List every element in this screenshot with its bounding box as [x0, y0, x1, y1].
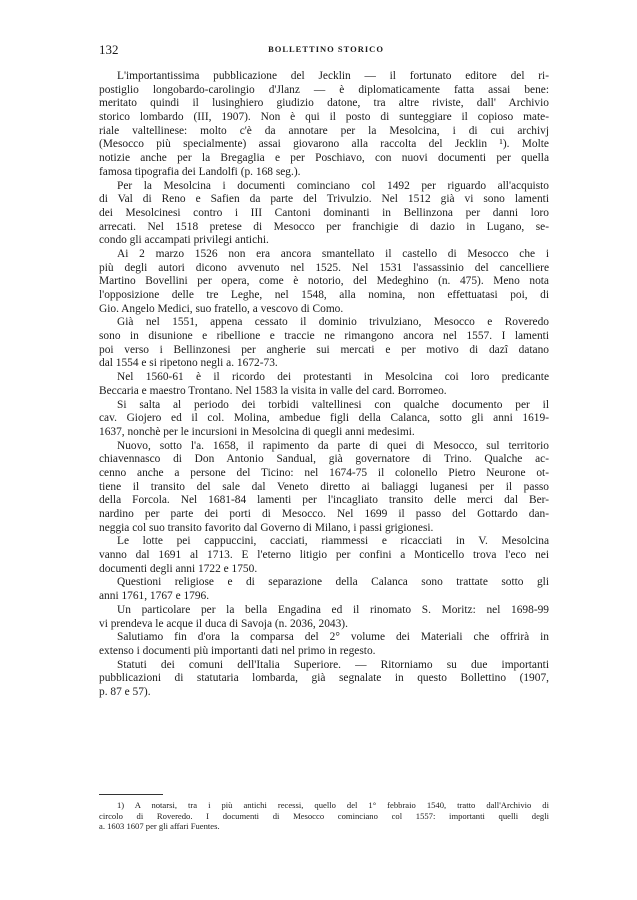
text-line: l'opposizione delle tre Leghe, nel 1548, alla nomina, non effettuatasi poi, di	[99, 289, 549, 301]
text-line: 1637, nonchè per le incursioni in Mesolcina di quegli anni medesimi.	[99, 425, 415, 438]
text-line: anni 1761, 1767 e 1796.	[99, 590, 210, 603]
text-line: vi prendeva le acque il duca di Savoja (n. 2036, 2043).	[99, 617, 348, 630]
text-line: documenti degli anni 1722 e 1750.	[99, 562, 258, 575]
text-line: cav. Giojero ed il col. Molina, ambedue figli della Calanca, sotto gli anni 1619-	[99, 412, 549, 425]
text-line: Un particolare per la bella Engadina ed il rinomato S. Moritz: nel 1698-99	[117, 603, 549, 616]
text-line: Martino Bovellini per opera, come è notorio, del Medeghino (n. 475). Meno nota	[99, 275, 549, 288]
text-line: Per la Mesolcina i documenti cominciano col 1492 per riguardo all'acquisto	[117, 179, 549, 192]
paragraph	[99, 399, 549, 440]
paragraph	[99, 604, 549, 631]
paragraph	[99, 576, 549, 603]
page-number: 132	[99, 42, 119, 57]
text-line: postiglio longobardo-carolingio d'Jlanz — è diplomaticamente fatta assai bene:	[99, 83, 549, 96]
text-line: neggia col suo transito favorito dal Governo di Milano, i passi grigionesi.	[99, 521, 434, 534]
paragraph	[99, 440, 549, 536]
text-line: Gio. Angelo Medici, suo fratello, a vescovo di Como.	[99, 302, 344, 315]
text-line: famosa tipografia dei Landolfi (p. 168 seg.).	[99, 165, 301, 178]
text-line: notizie anche per la Bregaglia e per Poschiavo, con nuovi documenti per quella	[99, 152, 549, 165]
text-line: tiene il transito del sale dal Veneto diretto ai baliaggi luganesi per il passo	[99, 480, 549, 493]
text-line: dal 1554 e si ripetono negli a. 1672-73.	[99, 357, 278, 370]
text-line: nardino per parte dei porti di Mesocco. Nel 1699 il passo del Gottardo dan-	[99, 508, 549, 520]
text-line: chiavennasco di Don Antonio Sandual, già governatore di Trino. Qualche ac-	[99, 453, 549, 466]
text-line: cenno anche a persone del Ticino: nel 1674-75 il colonello Pietro Neurone ot-	[99, 466, 549, 479]
page-header	[99, 42, 553, 58]
text-line: pubblicazioni di statutaria lombarda, già segnalate in questo Bollettino (1907,	[99, 672, 549, 685]
text-line: della Forcola. Nel 1681-84 lamenti per l'incagliato transito delle merci dal Ber-	[99, 494, 549, 507]
text-line: poi verso i Bellinzonesi per angherie sui mercati e per motivo di dazî datano	[99, 343, 549, 356]
paragraph	[99, 70, 549, 180]
footnote-rule	[99, 794, 163, 795]
text-line: più degli autori dicono avvenuto nel 1525. Nel 1531 l'assassinio del cancelliere	[99, 261, 549, 274]
text-line: arrecati. Nel 1518 pretese di Mesocco per franchigie di dazio in Lugano, se-	[99, 220, 549, 233]
footnote-line: a. 1603 1607 per gli affari Fuentes.	[99, 821, 220, 832]
text-line: meritato quindi il lusinghiero giudizio datone, tra altre riviste, dall' Archivio	[99, 97, 549, 110]
paragraph	[99, 371, 549, 398]
text-line: dei Mesolcinesi contro i III Cantoni dominanti in Bellinzona per danni loro	[99, 206, 549, 219]
text-line: Questioni religiose e di separazione della Calanca sono trattate sotto gli	[117, 576, 549, 589]
text-line: Statuti dei comuni dell'Italia Superiore. — Ritorniamo su due importanti	[117, 658, 549, 671]
text-line: p. 87 e 57).	[99, 685, 151, 698]
text-line: Beccaria e maestro Trontano. Nel 1583 la visita in valle del card. Borromeo.	[99, 384, 447, 397]
text-line: vanno dal 1691 al 1713. E l'eterno litigio per confini a Monticello trova l'eco nei	[99, 549, 549, 562]
text-line: (Mesocco più specialmente) assai giovarono alla raccolta del Jecklin ¹). Molte	[99, 138, 549, 151]
text-line: extenso i documenti più importanti dati nel primo in regesto.	[99, 644, 376, 657]
paragraph	[99, 659, 549, 700]
text-line: storico lombardo (III, 1907). Non è qui il posto di sunteggiare il copioso mate-	[99, 111, 549, 124]
running-head: BOLLETTINO STORICO	[268, 44, 384, 54]
text-line: sono in disunione e ribellione e traccie ne rimangono ancora nel 1557. I lamenti	[99, 330, 549, 343]
body-text	[99, 70, 549, 700]
text-line: Le lotte pei cappuccini, cacciati, riammessi e ricacciati in V. Mesolcina	[117, 535, 549, 548]
text-line: Nel 1560-61 è il ricordo dei protestanti in Mesolcina coi loro predicante	[117, 371, 549, 384]
text-line: di Val di Reno e Safien da parte del Trivulzio. Nel 1512 già vi sono lamenti	[99, 193, 549, 206]
paragraph	[99, 180, 549, 248]
text-line: Si salta al periodo dei torbidi valtellinesi con qualche documento per il	[117, 398, 549, 411]
text-line: Salutiamo fin d'ora la comparsa del 2° volume dei Materiali che offrirà in	[117, 631, 549, 644]
text-line: Nuovo, sotto l'a. 1658, il rapimento da parte di quei di Mesocco, sul territorio	[117, 439, 549, 452]
footnote-line: circolo di Roveredo. I documenti di Mesocco cominciano col 1557: importanti quelli degli	[99, 810, 549, 821]
paragraph	[99, 248, 549, 316]
paragraph	[99, 316, 549, 371]
paragraph	[99, 535, 549, 576]
footnotes	[99, 800, 549, 832]
footnote-line: 1) A notarsi, tra i più antichi recessi, quello del 1° febbraio 1540, tratto dall'Archivio di	[117, 800, 549, 810]
text-line: riale valtellinese: molto c'è da annotare per la Mesolcina, i di cui archivj	[99, 124, 549, 137]
text-line: condo gli accampati privilegi antichi.	[99, 234, 269, 247]
text-line: Ai 2 marzo 1526 non era ancora smantellato il castello di Mesocco che i	[117, 247, 549, 260]
text-line: L'importantissima pubblicazione del Jecklin — il fortunato editore del ri-	[117, 70, 549, 82]
paragraph	[99, 631, 549, 658]
text-line: Già nel 1551, appena cessato il dominio trivulziano, Mesocco e Roveredo	[117, 316, 549, 329]
